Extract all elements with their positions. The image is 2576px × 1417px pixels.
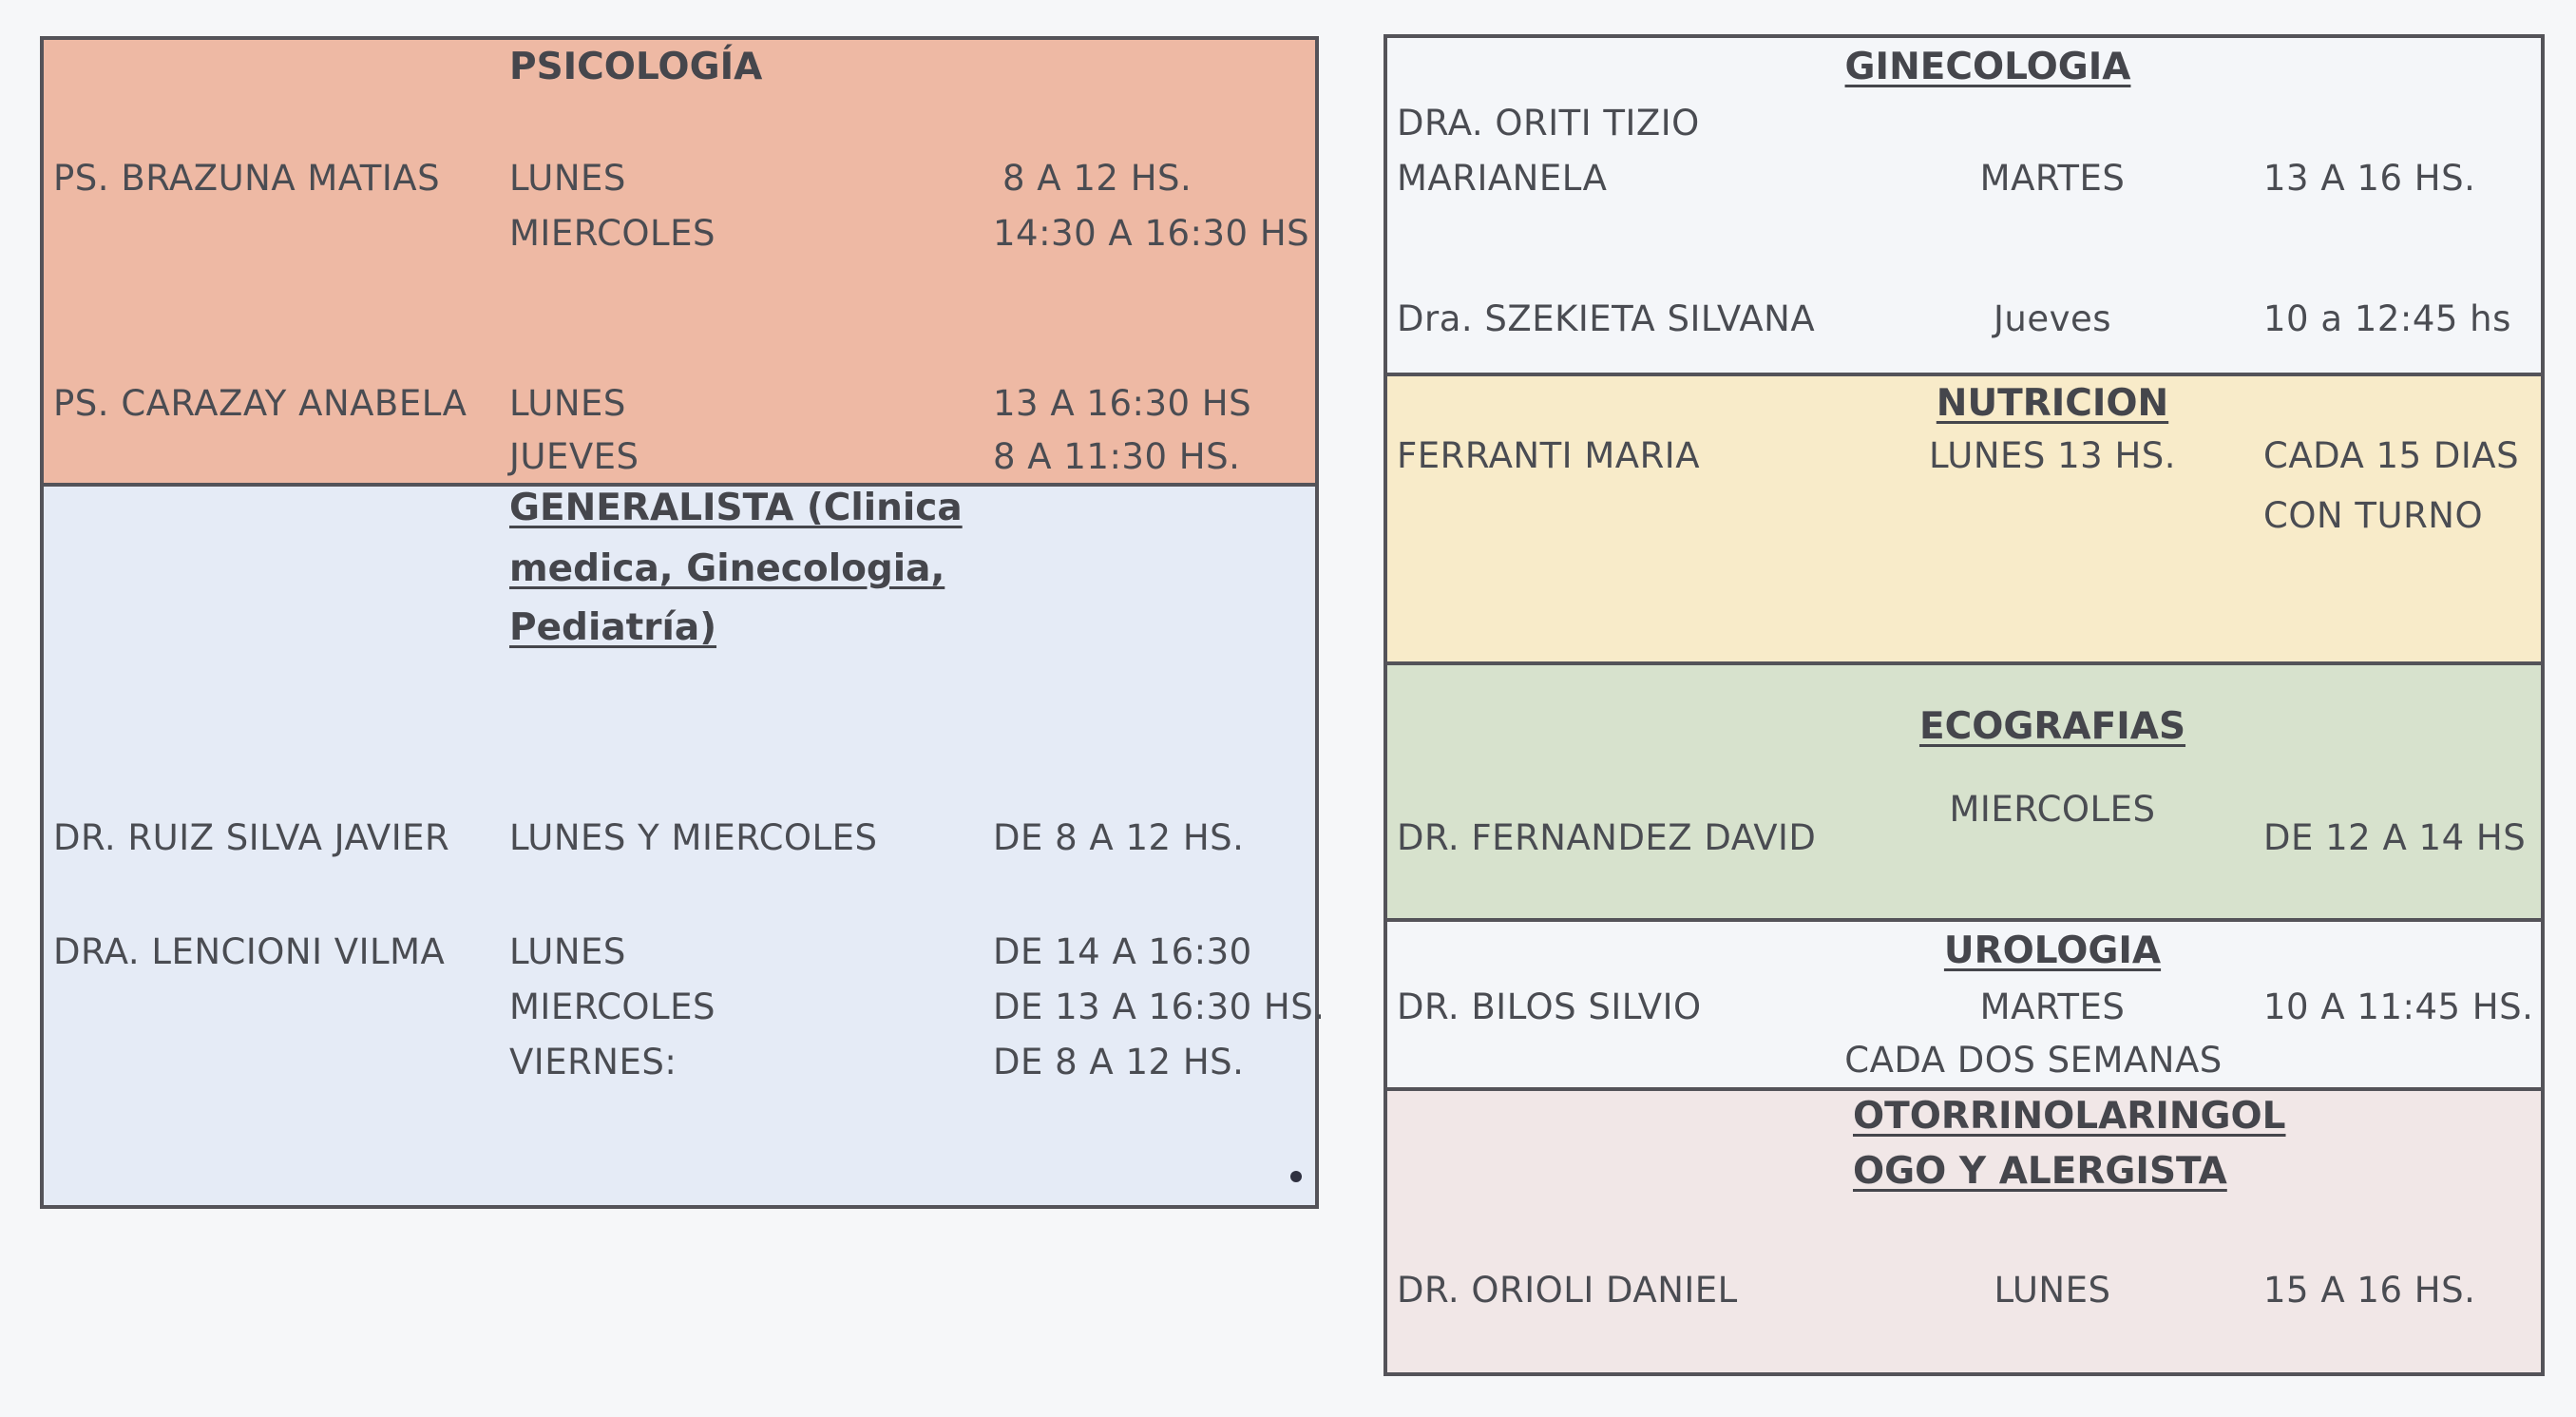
psicologia-row-2-day-2: JUEVES	[509, 436, 639, 477]
otorrino-name: DR. ORIOLI DANIEL	[1397, 1270, 1738, 1311]
generalista-row-2-hours-3: DE 8 A 12 HS.	[993, 1042, 1245, 1082]
nutricion-name: FERRANTI MARIA	[1397, 435, 1701, 476]
generalista-row-1-day: LUNES Y MIERCOLES	[509, 817, 878, 858]
otorrino-title-line-1: OTORRINOLARINGOL	[1853, 1095, 2286, 1138]
ginecologia-row-1-day: MARTES	[1979, 158, 2126, 199]
generalista-title-line-2: medica, Ginecologia,	[509, 547, 945, 590]
generalista-row-2-day-2: MIERCOLES	[509, 986, 716, 1027]
nutricion-note-1: CADA 15 DIAS	[2263, 435, 2520, 476]
generalista-row-2-day-1: LUNES	[509, 931, 626, 972]
nutricion-divider	[1383, 661, 2545, 665]
urologia-name: DR. BILOS SILVIO	[1397, 986, 1702, 1027]
otorrino-title-line-2: OGO Y ALERGISTA	[1853, 1150, 2227, 1193]
ecografias-day: MIERCOLES	[1949, 789, 2156, 830]
ginecologia-row-2-name: Dra. SZEKIETA SILVANA	[1397, 298, 1816, 339]
psicologia-row-2-name: PS. CARAZAY ANABELA	[53, 383, 467, 424]
generalista-row-1-name: DR. RUIZ SILVA JAVIER	[53, 817, 450, 858]
ginecologia-row-1-name-2: MARIANELA	[1397, 158, 1608, 199]
nutricion-title: NUTRICION	[1936, 382, 2169, 425]
psicologia-row-1-hours-2: 14:30 A 16:30 HS	[993, 213, 1310, 254]
psicologia-title: PSICOLOGÍA	[509, 46, 763, 88]
generalista-row-1-hours: DE 8 A 12 HS.	[993, 817, 1245, 858]
ecografias-hours: DE 12 A 14 HS	[2263, 817, 2527, 858]
psicologia-row-2-hours-2: 8 A 11:30 HS.	[993, 436, 1241, 477]
otorrino-day: LUNES	[1994, 1270, 2111, 1311]
ecografias-title: ECOGRAFIAS	[1918, 705, 2186, 748]
nutricion-note-2: CON TURNO	[2263, 495, 2484, 536]
urologia-title: UROLOGIA	[1943, 929, 2162, 972]
urologia-hours: 10 A 11:45 HS.	[2263, 986, 2534, 1027]
generalista-title-line-3: Pediatría)	[509, 606, 717, 649]
ginecologia-title: GINECOLOGIA	[1844, 46, 2131, 88]
generalista-row-2-name: DRA. LENCIONI VILMA	[53, 931, 446, 972]
psicologia-row-2-hours-1: 13 A 16:30 HS	[993, 383, 1252, 424]
scan-speck	[1290, 1171, 1302, 1182]
ginecologia-row-2-hours: 10 a 12:45 hs	[2263, 298, 2511, 339]
psicologia-row-1-name: PS. BRAZUNA MATIAS	[53, 158, 441, 199]
psicologia-row-2-day-1: LUNES	[509, 383, 626, 424]
generalista-row-2-day-3: VIERNES:	[509, 1042, 677, 1082]
otorrino-hours: 15 A 16 HS.	[2263, 1270, 2476, 1311]
generalista-row-2-hours-2: DE 13 A 16:30 HS.	[993, 986, 1326, 1027]
psicologia-row-1-day-2: MIERCOLES	[509, 213, 716, 254]
urologia-day: MARTES	[1979, 986, 2126, 1027]
generalista-row-2-hours-1: DE 14 A 16:30	[993, 931, 1252, 972]
urologia-note: CADA DOS SEMANAS	[1844, 1040, 2223, 1081]
ginecologia-row-1-name-1: DRA. ORITI TIZIO	[1397, 103, 1700, 144]
psicologia-row-1-day-1: LUNES	[509, 158, 626, 199]
nutricion-day: LUNES 13 HS.	[1928, 435, 2177, 476]
generalista-title-line-1: GENERALISTA (Clinica	[509, 487, 963, 529]
ginecologia-row-2-day: Jueves	[1993, 298, 2112, 339]
ecografias-name: DR. FERNANDEZ DAVID	[1397, 817, 1817, 858]
psicologia-row-1-hours-1: 8 A 12 HS.	[1002, 158, 1193, 199]
ginecologia-row-1-hours: 13 A 16 HS.	[2263, 158, 2476, 199]
